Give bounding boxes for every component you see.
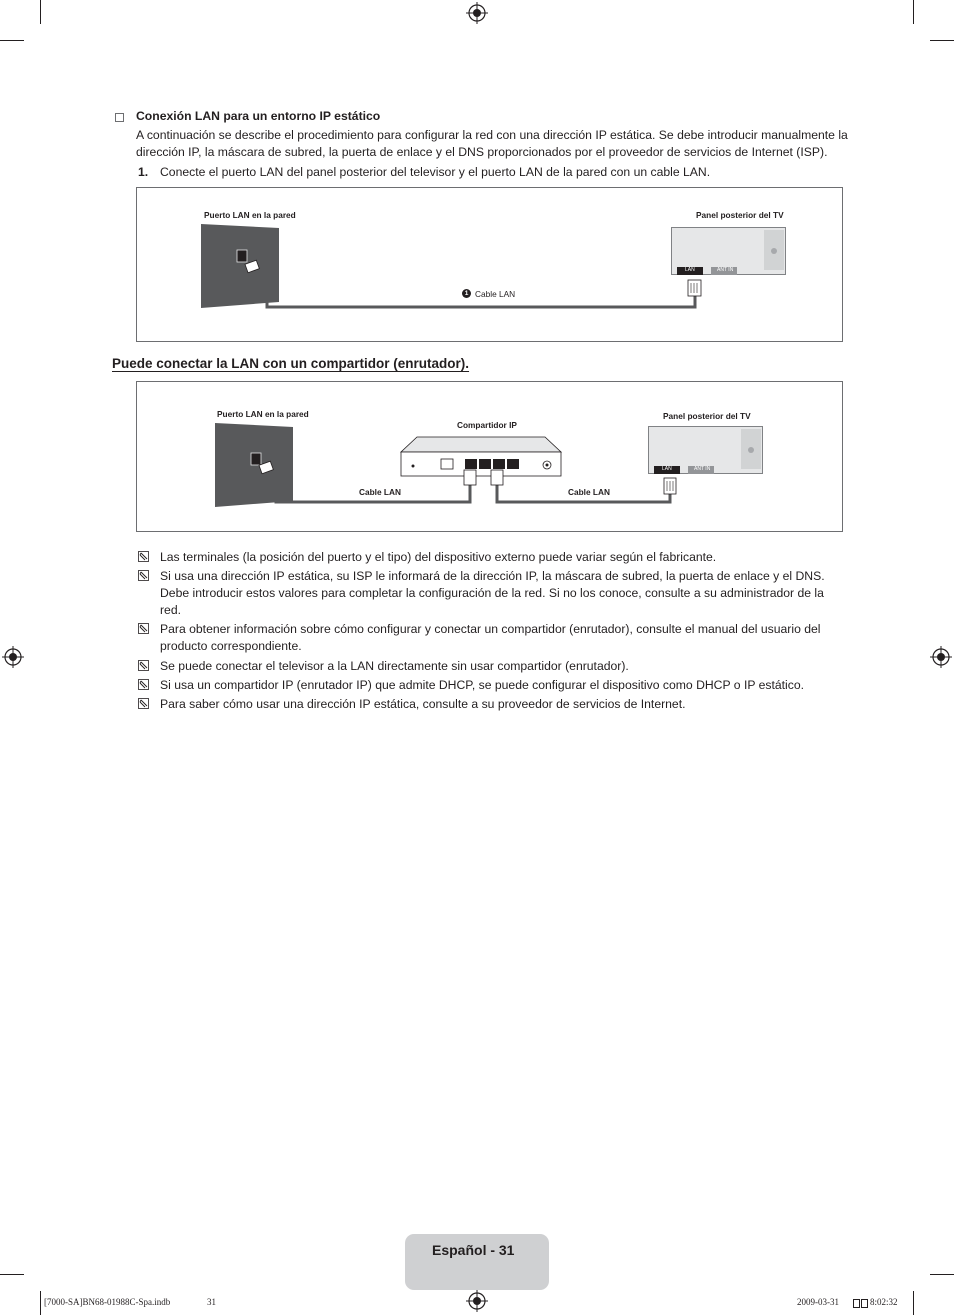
wall-port-label: Puerto LAN en la pared <box>204 210 296 220</box>
footer-glyph-box <box>853 1299 860 1308</box>
note-item <box>138 677 838 694</box>
tv-port-lan-label: LAN <box>662 466 672 472</box>
crop-mark <box>40 1291 41 1315</box>
crop-mark <box>930 40 954 41</box>
cable-label: Cable LAN <box>475 289 516 299</box>
tv-panel-label: Panel posterior del TV <box>663 411 751 421</box>
cable-number-badge <box>462 289 471 298</box>
step-number: 1. <box>138 165 149 179</box>
footer-time: 8:02:32 <box>870 1297 898 1307</box>
note-icon <box>138 623 149 634</box>
note-icon <box>138 570 149 581</box>
note-text: Se puede conectar el televisor a la LAN directamente sin usar compartidor (enrutador). <box>160 659 629 673</box>
footer-file: [7000-SA]BN68-01988C-Spa.indb <box>44 1297 171 1307</box>
page-number-tab <box>405 1234 549 1290</box>
note-item <box>138 549 838 566</box>
lan-cable-path <box>137 188 842 341</box>
note-icon <box>138 679 149 690</box>
note-item <box>138 568 838 619</box>
wall-port-label: Puerto LAN en la pared <box>217 409 309 419</box>
router-label: Compartidor IP <box>457 420 517 430</box>
registration-mark-icon <box>466 1290 488 1312</box>
cable1-label: Cable LAN <box>359 487 401 497</box>
footer-page: 31 <box>207 1297 216 1307</box>
diagram-router-connection <box>136 381 843 532</box>
tv-port-ant-label: ANT IN <box>694 466 711 472</box>
footer-date: 2009-03-31 <box>797 1297 839 1307</box>
registration-mark-icon <box>2 646 24 668</box>
registration-mark-icon <box>930 646 952 668</box>
cable2-label: Cable LAN <box>568 487 610 497</box>
note-text: Para saber cómo usar una dirección IP estática, consulte a su proveedor de servicios de Internet. <box>160 697 686 711</box>
section-title: Conexión LAN para un entorno IP estático <box>136 109 381 123</box>
lan-cable-paths <box>137 382 842 531</box>
note-item <box>138 621 838 655</box>
registration-mark-icon <box>466 2 488 24</box>
note-text: Si usa un compartidor IP (enrutador IP) que admite DHCP, se puede configurar el dispositivo como DHCP o IP estático. <box>160 678 805 692</box>
crop-mark <box>913 0 914 24</box>
note-icon <box>138 698 149 709</box>
cable-number: 1 <box>464 290 469 297</box>
crop-mark <box>930 1274 954 1275</box>
note-item <box>138 696 838 713</box>
bullet-square-icon <box>115 113 124 122</box>
section-intro: A continuación se describe el procedimiento para configurar la red con una dirección IP estática. Se debe introducir manualmente la dirección IP, la máscara de subred, la puerta de enlace y el DNS proporcionados por el proveedor de servicios de Internet (ISP). <box>136 128 848 159</box>
step-text: Conecte el puerto LAN del panel posterior del televisor y el puerto LAN de la pared con un cable LAN. <box>160 165 711 179</box>
note-icon <box>138 660 149 671</box>
note-text: Las terminales (la posición del puerto y el tipo) del dispositivo externo puede variar según el fabricante. <box>160 550 717 564</box>
diagram-direct-connection <box>136 187 843 342</box>
crop-mark <box>0 1274 24 1275</box>
crop-mark <box>0 40 24 41</box>
footer-glyph-box <box>861 1299 868 1308</box>
note-item <box>138 658 838 675</box>
crop-mark <box>913 1291 914 1315</box>
router-heading: Puede conectar la LAN con un compartidor (enrutador). <box>112 356 470 371</box>
note-icon <box>138 551 149 562</box>
note-text: Si usa una dirección IP estática, su ISP le informará de la dirección IP, la máscara de subred, la puerta de enlace y el DNS. Debe introducir estos valores para completar la configuración de la red. Si no los conoce, consulte a su administrador de la red. <box>160 569 825 617</box>
tv-port-lan-label: LAN <box>685 267 695 273</box>
page-number: Español - 31 <box>432 1242 515 1258</box>
tv-panel-label: Panel posterior del TV <box>696 210 784 220</box>
tv-port-ant-label: ANT IN <box>717 267 734 273</box>
crop-mark <box>40 0 41 24</box>
note-text: Para obtener información sobre cómo configurar y conectar un compartidor (enrutador), consulte el manual del usuario del producto correspondiente. <box>160 622 821 653</box>
